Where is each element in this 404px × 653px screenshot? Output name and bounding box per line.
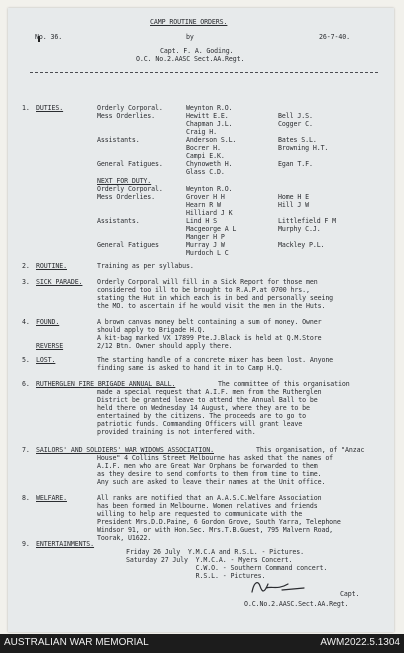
section-6-num: 6.: [22, 380, 30, 388]
section-3-line: the MO. to ascertain if he would visit the men in the Huts.: [97, 302, 326, 310]
next-duty-heading: NEXT FOR DUTY.: [97, 177, 152, 185]
section-3-line: considered too ill to be brought to R.A.P.at 0700 hrs.,: [97, 286, 310, 294]
section-4-title: FOUND.: [36, 318, 60, 326]
section-2-line: Training as per syllabus.: [97, 262, 194, 270]
section-8-line: All ranks are notified that an A.A.S.C.Welfare Association: [97, 494, 322, 502]
section-9-line: R.S.L. - Pictures.: [126, 572, 266, 580]
section-7-line: House" 4 Collins Street Melbourne has asked that the names of: [97, 454, 334, 462]
duty-name: Campi E.K.: [186, 152, 225, 160]
order-date: 26-7-40.: [319, 33, 350, 41]
section-3-line: stating the Hut in which each is in bed and personally seeing: [97, 294, 334, 302]
section-9-line: Friday 26 July Y.M.C.A and R.S.L. - Pictures.: [126, 548, 305, 556]
section-6-line: The committee of this organisation: [218, 380, 350, 388]
duty-role: Assistants.: [97, 136, 140, 144]
section-1-num: 1.: [22, 104, 30, 112]
section-7-title: SAILORS' AND SOLDIERS' WAR WIDOWS ASSOCIATION.: [36, 446, 215, 454]
issuing-unit: O.C. No.2.AASC Sect.AA.Regt.: [136, 55, 245, 63]
duty-name: Bell J.S.: [278, 112, 313, 120]
section-8-line: Windsor 91, or with Hon.Sec. Mrs.T.B.Guest, 795 Malvern Road,: [97, 526, 334, 534]
section-4-line: A brown canvas money belt containing a sum of money. Owner: [97, 318, 322, 326]
section-5-line: The starting handle of a concrete mixer has been lost. Anyone: [97, 356, 334, 364]
duty-name: Chynoweth H.: [186, 160, 233, 168]
section-6-line: patriotic funds. Commanding Officers will grant leave: [97, 420, 303, 428]
duty-role: Mess Orderlies.: [97, 193, 156, 201]
section-8-line: Toorak, U1622.: [97, 534, 152, 542]
duty-name: Anderson S.L.: [186, 136, 237, 144]
by-label: by: [186, 33, 194, 41]
section-7-line: This organisation, of "Anzac: [256, 446, 365, 454]
archive-accession-number: AWM2022.5.1304: [320, 637, 400, 648]
section-6-line: entertained by the citizens. The proceeds are to go to: [97, 412, 306, 420]
section-9-num: 9.: [22, 540, 30, 548]
duty-role: Orderly Corporal.: [97, 185, 163, 193]
duty-role: General Fatigues.: [97, 160, 163, 168]
order-number: No. 36.: [35, 33, 63, 41]
section-8-title: WELFARE.: [36, 494, 67, 502]
duty-name: Murphy C.J.: [278, 225, 321, 233]
section-9-line: C.W.O. - Southern Command concert.: [126, 564, 328, 572]
section-8-line: willing to help are requested to communicate with the: [97, 510, 303, 518]
section-9-line: Saturday 27 July Y.M.C.A. - Myers Concert.: [126, 556, 293, 564]
section-4-line: A kit-bag marked VX 17899 Pte.J.Black is held at Q.M.Store: [97, 334, 322, 342]
duty-name: Bocrer H.: [186, 144, 221, 152]
archive-name: AUSTRALIAN WAR MEMORIAL: [4, 637, 149, 648]
duty-name: Weynton R.O.: [186, 104, 233, 112]
duty-name: Hilliard J K: [186, 209, 233, 217]
duty-name: Grover H H: [186, 193, 225, 201]
duty-name: Home H E: [278, 193, 309, 201]
duty-name: Manger H P: [186, 233, 225, 241]
margin-note: REVERSE: [36, 342, 64, 350]
duty-role: Orderly Corporal.: [97, 104, 163, 112]
handwritten-signature: [248, 578, 308, 596]
section-6-line: held there on Wednesday 14 August, where they are to be: [97, 404, 310, 412]
issuing-officer: Capt. F. A. Goding.: [160, 47, 234, 55]
section-8-line: President Mrs.D.D.Paine, 6 Gordon Grove, South Yarra, Telephone: [97, 518, 341, 526]
duty-name: Macgeorge A L: [186, 225, 237, 233]
section-5-num: 5.: [22, 356, 30, 364]
duty-name: Lind H S: [186, 217, 217, 225]
document-title: CAMP ROUTINE ORDERS.: [150, 18, 228, 26]
duty-name: Bates S.L.: [278, 136, 317, 144]
duty-name: Murray J W: [186, 241, 225, 249]
signature-rank: Capt.: [340, 590, 360, 598]
duty-name: Weynton R.O.: [186, 185, 233, 193]
duty-name: Glass C.D.: [186, 168, 225, 176]
section-7-line: A.I.F. men who are Great War Orphans be forwarded to them: [97, 462, 318, 470]
duty-name: Littlefield F M: [278, 217, 337, 225]
section-7-line: as they desire to send comforts to them from time to time.: [97, 470, 322, 478]
duty-role: Mess Orderlies.: [97, 112, 156, 120]
duty-name: Browning H.T.: [278, 144, 329, 152]
section-3-title: SICK PARADE.: [36, 278, 83, 286]
duty-name: Cogger C.: [278, 120, 313, 128]
section-4-num: 4.: [22, 318, 30, 326]
section-4-line: 2/12 Btn. Owner should apply there.: [97, 342, 233, 350]
section-8-line: has been formed in Melbourne. Women relatives and friends: [97, 502, 318, 510]
section-4-line: should apply to Brigade H.Q.: [97, 326, 206, 334]
section-5-title: LOST.: [36, 356, 56, 364]
section-2-num: 2.: [22, 262, 30, 270]
duty-role: General Fatigues: [97, 241, 159, 249]
duty-name: Hill J W: [278, 201, 309, 209]
duty-name: Craig H.: [186, 128, 217, 136]
duty-name: Chapman J.L.: [186, 120, 233, 128]
section-3-num: 3.: [22, 278, 30, 286]
duty-name: Egan T.F.: [278, 160, 313, 168]
section-6-title: RUTHERGLEN FIRE BRIGADE ANNUAL BALL.: [36, 380, 176, 388]
duty-name: Hearn R W: [186, 201, 221, 209]
header-divider: [30, 72, 378, 73]
section-5-line: finding same is asked to hand it in to Camp H.Q.: [97, 364, 283, 372]
section-2-title: ROUTINE.: [36, 262, 67, 270]
section-3-line: Orderly Corporal will fill in a Sick Report for those men: [97, 278, 318, 286]
duty-name: Mackley P.L.: [278, 241, 325, 249]
section-6-line: provided training is not interfered with.: [97, 428, 256, 436]
duty-role: Assistants.: [97, 217, 140, 225]
section-6-line: District be granted leave to attend the Annual Ball to be: [97, 396, 318, 404]
section-9-title: ENTERTAINMENTS.: [36, 540, 95, 548]
section-7-num: 7.: [22, 446, 30, 454]
duty-name: Murdoch L C: [186, 249, 229, 257]
section-8-num: 8.: [22, 494, 30, 502]
signature-unit: O.C.No.2.AASC.Sect.AA.Regt.: [244, 600, 349, 608]
section-6-line: made a special request that A.I.F. men from the Rutherglen: [97, 388, 322, 396]
section-7-line: Any such are asked to leave their names at the Unit office.: [97, 478, 326, 486]
archive-footer: [0, 634, 404, 653]
section-1-title: DUTIES.: [36, 104, 64, 112]
duty-name: Hewitt E.E.: [186, 112, 229, 120]
